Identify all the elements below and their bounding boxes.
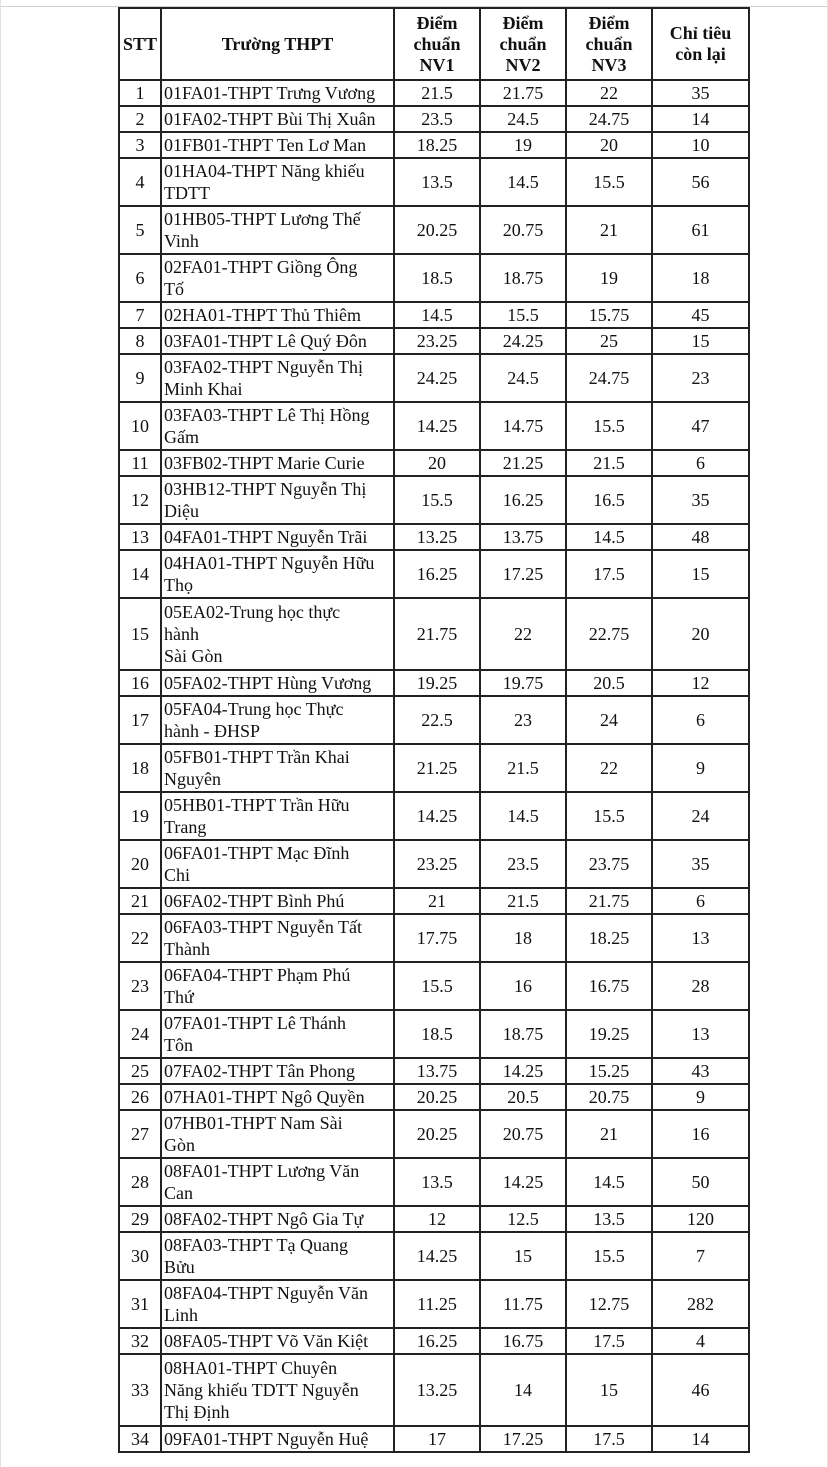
cell-stt: 28 — [119, 1158, 161, 1206]
cell-nv3: 15.5 — [566, 402, 652, 450]
cell-school: 08FA02-THPT Ngô Gia Tự — [161, 1206, 394, 1232]
cell-nv2: 11.75 — [480, 1280, 566, 1328]
cell-stt: 8 — [119, 328, 161, 354]
table-row — [119, 670, 749, 696]
cell-remaining: 13 — [652, 1010, 749, 1058]
table-row — [119, 696, 749, 744]
cell-nv3: 19.25 — [566, 1010, 652, 1058]
cell-stt: 12 — [119, 476, 161, 524]
cell-nv3: 19 — [566, 254, 652, 302]
cell-nv1: 15.5 — [394, 476, 480, 524]
cell-nv3: 15 — [566, 1354, 652, 1426]
cell-remaining: 43 — [652, 1058, 749, 1084]
cell-nv3: 18.25 — [566, 914, 652, 962]
cell-stt: 11 — [119, 450, 161, 476]
cell-nv3: 14.5 — [566, 1158, 652, 1206]
header-school: Trường THPT — [161, 8, 394, 80]
cell-school: 01FB01-THPT Ten Lơ Man — [161, 132, 394, 158]
cell-nv1: 14.5 — [394, 302, 480, 328]
cell-school: 03FA01-THPT Lê Quý Đôn — [161, 328, 394, 354]
cell-remaining: 35 — [652, 476, 749, 524]
cell-school: 06FA02-THPT Bình Phú — [161, 888, 394, 914]
table-row — [119, 132, 749, 158]
cell-nv2: 14.25 — [480, 1058, 566, 1084]
cell-nv1: 16.25 — [394, 550, 480, 598]
cell-school: 03FB02-THPT Marie Curie — [161, 450, 394, 476]
cell-school: 07HB01-THPT Nam Sài Gòn — [161, 1110, 394, 1158]
table-row — [119, 450, 749, 476]
table-row — [119, 1280, 749, 1328]
table-row — [119, 328, 749, 354]
table-row — [119, 550, 749, 598]
cell-nv3: 17.5 — [566, 1426, 652, 1452]
cell-nv3: 23.75 — [566, 840, 652, 888]
cell-nv1: 16.25 — [394, 1328, 480, 1354]
cell-remaining: 6 — [652, 450, 749, 476]
cell-nv2: 14.5 — [480, 792, 566, 840]
cell-stt: 17 — [119, 696, 161, 744]
table-row — [119, 524, 749, 550]
cell-stt: 1 — [119, 80, 161, 106]
table-row — [119, 1354, 749, 1426]
cell-nv3: 25 — [566, 328, 652, 354]
cell-school: 05FA02-THPT Hùng Vương — [161, 670, 394, 696]
cell-remaining: 6 — [652, 888, 749, 914]
cell-remaining: 24 — [652, 792, 749, 840]
cell-nv2: 20.75 — [480, 206, 566, 254]
cell-stt: 7 — [119, 302, 161, 328]
cell-nv3: 22 — [566, 744, 652, 792]
cell-stt: 25 — [119, 1058, 161, 1084]
cell-nv2: 24.5 — [480, 354, 566, 402]
cell-nv3: 14.5 — [566, 524, 652, 550]
cell-school: 05HB01-THPT Trần Hữu Trang — [161, 792, 394, 840]
cell-remaining: 15 — [652, 550, 749, 598]
cell-nv2: 14.5 — [480, 158, 566, 206]
cell-remaining: 18 — [652, 254, 749, 302]
table-row — [119, 476, 749, 524]
cell-nv3: 22 — [566, 80, 652, 106]
cell-nv2: 15 — [480, 1232, 566, 1280]
table-row — [119, 254, 749, 302]
cell-school: 02FA01-THPT Giồng Ông Tố — [161, 254, 394, 302]
cell-stt: 26 — [119, 1084, 161, 1110]
cell-nv3: 15.5 — [566, 792, 652, 840]
cell-remaining: 45 — [652, 302, 749, 328]
cell-stt: 34 — [119, 1426, 161, 1452]
cell-nv2: 21.25 — [480, 450, 566, 476]
cell-nv1: 14.25 — [394, 402, 480, 450]
cell-nv3: 24 — [566, 696, 652, 744]
cell-nv3: 24.75 — [566, 354, 652, 402]
cell-nv1: 13.5 — [394, 158, 480, 206]
cell-nv1: 15.5 — [394, 962, 480, 1010]
cell-school: 05FB01-THPT Trần Khai Nguyên — [161, 744, 394, 792]
cell-nv1: 13.25 — [394, 1354, 480, 1426]
cell-stt: 19 — [119, 792, 161, 840]
table-row — [119, 1010, 749, 1058]
cell-nv1: 20.25 — [394, 206, 480, 254]
cell-remaining: 47 — [652, 402, 749, 450]
cell-school: 03FA02-THPT Nguyễn Thị Minh Khai — [161, 354, 394, 402]
table-row — [119, 402, 749, 450]
cell-nv2: 16.75 — [480, 1328, 566, 1354]
cell-remaining: 20 — [652, 598, 749, 670]
cell-nv2: 24.5 — [480, 106, 566, 132]
cell-nv1: 22.5 — [394, 696, 480, 744]
cell-school: 01HA04-THPT Năng khiếu TDTT — [161, 158, 394, 206]
cell-remaining: 16 — [652, 1110, 749, 1158]
cell-nv1: 17 — [394, 1426, 480, 1452]
cell-nv3: 13.5 — [566, 1206, 652, 1232]
cell-nv3: 15.25 — [566, 1058, 652, 1084]
cell-nv3: 21.5 — [566, 450, 652, 476]
table-row — [119, 1206, 749, 1232]
cell-nv2: 14.25 — [480, 1158, 566, 1206]
cell-school: 07HA01-THPT Ngô Quyền — [161, 1084, 394, 1110]
cell-stt: 5 — [119, 206, 161, 254]
cell-school: 05EA02-Trung học thực hành Sài Gòn — [161, 598, 394, 670]
cell-remaining: 28 — [652, 962, 749, 1010]
cell-school: 06FA04-THPT Phạm Phú Thứ — [161, 962, 394, 1010]
cell-nv1: 13.75 — [394, 1058, 480, 1084]
cell-remaining: 46 — [652, 1354, 749, 1426]
cell-nv3: 21 — [566, 206, 652, 254]
cell-stt: 32 — [119, 1328, 161, 1354]
cell-nv1: 17.75 — [394, 914, 480, 962]
cell-nv1: 18.5 — [394, 1010, 480, 1058]
cell-nv3: 16.75 — [566, 962, 652, 1010]
cell-nv2: 23 — [480, 696, 566, 744]
cell-school: 04FA01-THPT Nguyễn Trãi — [161, 524, 394, 550]
cell-school: 07FA02-THPT Tân Phong — [161, 1058, 394, 1084]
left-edge — [0, 0, 1, 1467]
cell-stt: 9 — [119, 354, 161, 402]
cell-nv2: 19 — [480, 132, 566, 158]
cell-nv3: 12.75 — [566, 1280, 652, 1328]
cell-nv2: 17.25 — [480, 1426, 566, 1452]
cell-stt: 2 — [119, 106, 161, 132]
cell-nv3: 21 — [566, 1110, 652, 1158]
cell-stt: 15 — [119, 598, 161, 670]
cell-nv2: 17.25 — [480, 550, 566, 598]
cell-nv1: 20 — [394, 450, 480, 476]
cell-nv2: 22 — [480, 598, 566, 670]
table-row — [119, 914, 749, 962]
cell-nv2: 19.75 — [480, 670, 566, 696]
table-body — [119, 80, 749, 1452]
table-row — [119, 158, 749, 206]
table-row — [119, 1328, 749, 1354]
cell-nv2: 18.75 — [480, 254, 566, 302]
cell-remaining: 13 — [652, 914, 749, 962]
cell-nv3: 21.75 — [566, 888, 652, 914]
table-row — [119, 1426, 749, 1452]
header-remaining: Chỉ tiêu còn lại — [652, 8, 749, 80]
cell-stt: 13 — [119, 524, 161, 550]
table-row — [119, 840, 749, 888]
cell-school: 07FA01-THPT Lê Thánh Tôn — [161, 1010, 394, 1058]
cell-nv3: 17.5 — [566, 1328, 652, 1354]
cell-school: 01FA01-THPT Trưng Vương — [161, 80, 394, 106]
cell-nv2: 21.5 — [480, 888, 566, 914]
cell-remaining: 50 — [652, 1158, 749, 1206]
cell-remaining: 10 — [652, 132, 749, 158]
table-row — [119, 888, 749, 914]
cell-nv3: 20.75 — [566, 1084, 652, 1110]
cell-nv3: 15.5 — [566, 1232, 652, 1280]
cell-nv1: 23.25 — [394, 840, 480, 888]
table-row — [119, 744, 749, 792]
cell-remaining: 56 — [652, 158, 749, 206]
cell-nv1: 11.25 — [394, 1280, 480, 1328]
cell-stt: 20 — [119, 840, 161, 888]
cell-nv3: 20 — [566, 132, 652, 158]
table-row — [119, 302, 749, 328]
cell-nv1: 18.5 — [394, 254, 480, 302]
cell-nv2: 14 — [480, 1354, 566, 1426]
cell-school: 06FA03-THPT Nguyễn Tất Thành — [161, 914, 394, 962]
cell-school: 06FA01-THPT Mạc Đĩnh Chi — [161, 840, 394, 888]
cell-nv2: 18 — [480, 914, 566, 962]
cell-stt: 30 — [119, 1232, 161, 1280]
cell-nv1: 13.25 — [394, 524, 480, 550]
cell-nv3: 17.5 — [566, 550, 652, 598]
cell-nv1: 21.75 — [394, 598, 480, 670]
cell-stt: 10 — [119, 402, 161, 450]
cell-nv1: 18.25 — [394, 132, 480, 158]
cell-remaining: 15 — [652, 328, 749, 354]
cell-nv2: 13.75 — [480, 524, 566, 550]
cell-nv1: 12 — [394, 1206, 480, 1232]
cell-remaining: 6 — [652, 696, 749, 744]
cell-stt: 29 — [119, 1206, 161, 1232]
cell-remaining: 7 — [652, 1232, 749, 1280]
cell-stt: 21 — [119, 888, 161, 914]
cell-nv1: 20.25 — [394, 1110, 480, 1158]
header-nv3: Điểm chuẩn NV3 — [566, 8, 652, 80]
cell-stt: 24 — [119, 1010, 161, 1058]
cell-nv1: 23.5 — [394, 106, 480, 132]
table-row — [119, 1084, 749, 1110]
table-row — [119, 80, 749, 106]
cell-nv2: 23.5 — [480, 840, 566, 888]
cell-remaining: 48 — [652, 524, 749, 550]
cell-nv3: 22.75 — [566, 598, 652, 670]
table-row — [119, 1232, 749, 1280]
cell-nv2: 21.5 — [480, 744, 566, 792]
cell-school: 08FA04-THPT Nguyễn Văn Linh — [161, 1280, 394, 1328]
cell-remaining: 9 — [652, 1084, 749, 1110]
cell-nv2: 21.75 — [480, 80, 566, 106]
admission-score-table — [118, 7, 750, 1453]
cell-nv1: 13.5 — [394, 1158, 480, 1206]
cell-remaining: 120 — [652, 1206, 749, 1232]
cell-remaining: 35 — [652, 80, 749, 106]
cell-nv1: 23.25 — [394, 328, 480, 354]
cell-nv1: 21.5 — [394, 80, 480, 106]
cell-remaining: 14 — [652, 1426, 749, 1452]
cell-remaining: 61 — [652, 206, 749, 254]
cell-nv2: 16.25 — [480, 476, 566, 524]
cell-stt: 23 — [119, 962, 161, 1010]
cell-nv3: 24.75 — [566, 106, 652, 132]
table-row — [119, 106, 749, 132]
cell-remaining: 35 — [652, 840, 749, 888]
cell-nv3: 15.5 — [566, 158, 652, 206]
cell-school: 08HA01-THPT Chuyên Năng khiếu TDTT Nguyễn Thị Định — [161, 1354, 394, 1426]
cell-nv1: 14.25 — [394, 792, 480, 840]
cell-nv2: 16 — [480, 962, 566, 1010]
header-stt: STT — [119, 8, 161, 80]
cell-school: 08FA03-THPT Tạ Quang Bửu — [161, 1232, 394, 1280]
cell-nv2: 24.25 — [480, 328, 566, 354]
cell-remaining: 23 — [652, 354, 749, 402]
cell-school: 01HB05-THPT Lương Thế Vinh — [161, 206, 394, 254]
cell-remaining: 4 — [652, 1328, 749, 1354]
cell-nv2: 12.5 — [480, 1206, 566, 1232]
table-row — [119, 598, 749, 670]
cell-school: 03HB12-THPT Nguyễn Thị Diệu — [161, 476, 394, 524]
cell-stt: 4 — [119, 158, 161, 206]
cell-stt: 18 — [119, 744, 161, 792]
cell-remaining: 282 — [652, 1280, 749, 1328]
cell-school: 02HA01-THPT Thủ Thiêm — [161, 302, 394, 328]
cell-school: 08FA01-THPT Lương Văn Can — [161, 1158, 394, 1206]
header-nv2: Điểm chuẩn NV2 — [480, 8, 566, 80]
table-row — [119, 1110, 749, 1158]
cell-stt: 27 — [119, 1110, 161, 1158]
header-row — [119, 8, 749, 80]
cell-nv1: 14.25 — [394, 1232, 480, 1280]
cell-remaining: 12 — [652, 670, 749, 696]
header-nv1: Điểm chuẩn NV1 — [394, 8, 480, 80]
cell-school: 08FA05-THPT Võ Văn Kiệt — [161, 1328, 394, 1354]
cell-nv1: 19.25 — [394, 670, 480, 696]
cell-nv2: 18.75 — [480, 1010, 566, 1058]
cell-school: 09FA01-THPT Nguyễn Huệ — [161, 1426, 394, 1452]
table-row — [119, 1158, 749, 1206]
cell-nv1: 21.25 — [394, 744, 480, 792]
cell-school: 03FA03-THPT Lê Thị Hồng Gấm — [161, 402, 394, 450]
cell-nv2: 14.75 — [480, 402, 566, 450]
cell-stt: 33 — [119, 1354, 161, 1426]
cell-stt: 6 — [119, 254, 161, 302]
cell-nv3: 16.5 — [566, 476, 652, 524]
cell-stt: 31 — [119, 1280, 161, 1328]
cell-nv1: 20.25 — [394, 1084, 480, 1110]
cell-school: 01FA02-THPT Bùi Thị Xuân — [161, 106, 394, 132]
cell-stt: 22 — [119, 914, 161, 962]
cell-remaining: 14 — [652, 106, 749, 132]
table-row — [119, 354, 749, 402]
cell-school: 04HA01-THPT Nguyễn Hữu Thọ — [161, 550, 394, 598]
table-row — [119, 962, 749, 1010]
cell-nv2: 20.75 — [480, 1110, 566, 1158]
cell-stt: 14 — [119, 550, 161, 598]
cell-nv2: 20.5 — [480, 1084, 566, 1110]
cell-stt: 16 — [119, 670, 161, 696]
cell-nv1: 24.25 — [394, 354, 480, 402]
cell-nv3: 15.75 — [566, 302, 652, 328]
table-row — [119, 1058, 749, 1084]
cell-stt: 3 — [119, 132, 161, 158]
cell-nv1: 21 — [394, 888, 480, 914]
cell-school: 05FA04-Trung học Thực hành - ĐHSP — [161, 696, 394, 744]
cell-nv2: 15.5 — [480, 302, 566, 328]
cell-remaining: 9 — [652, 744, 749, 792]
table-row — [119, 792, 749, 840]
cell-nv3: 20.5 — [566, 670, 652, 696]
table-row — [119, 206, 749, 254]
